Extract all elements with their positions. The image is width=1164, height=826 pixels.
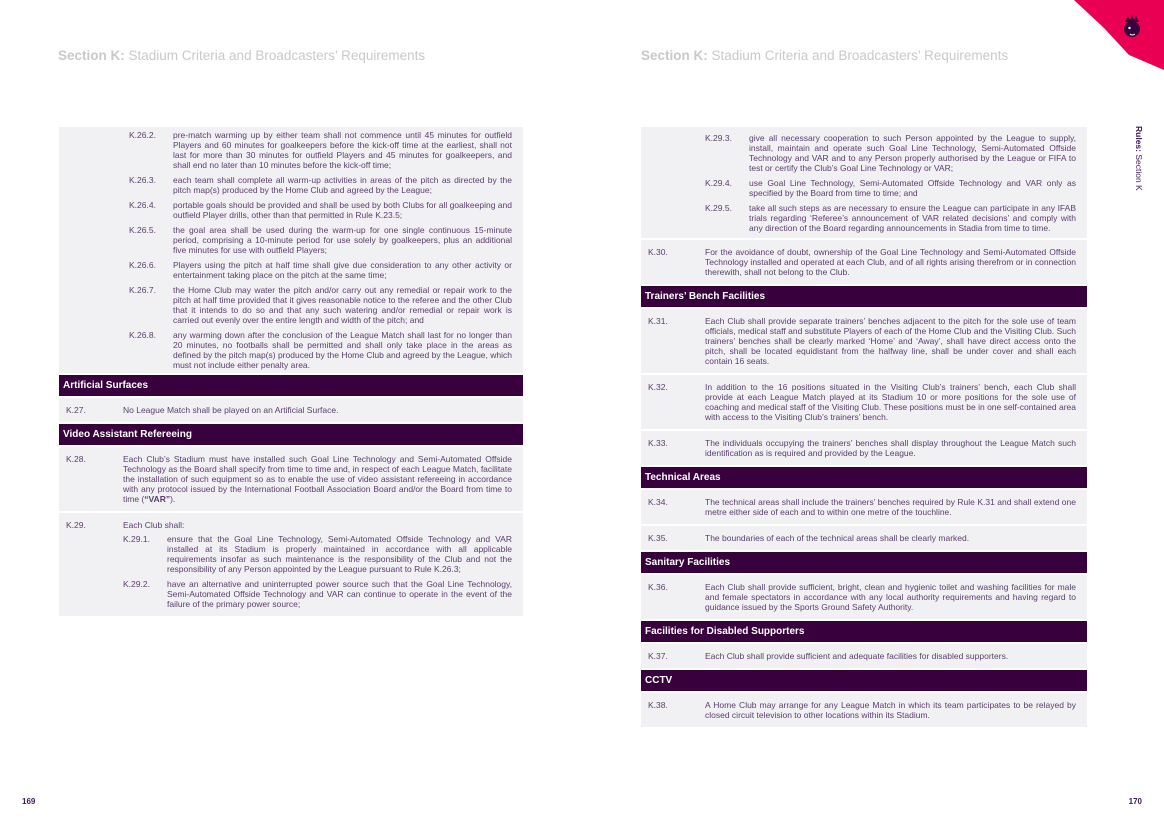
rule-block bbox=[59, 127, 523, 375]
corner-accent bbox=[1074, 0, 1164, 70]
section-heading-technical-areas: Technical Areas bbox=[641, 467, 1087, 490]
page-number: 170 bbox=[1128, 797, 1142, 806]
sub-rule: K.29.1. ensure that the Goal Line Technology, Semi-Automated Offside Technology and VAR installed at its Stadium is properly maintained in accordance with all applicable requirements insofar as such maintenance is the responsibility of the Club and not the responsibility of any Person appointed by the League pursuant to Rule K.26.3; bbox=[123, 534, 512, 574]
corner-shape bbox=[1074, 0, 1164, 70]
section-prefix: Section K: bbox=[641, 48, 708, 63]
sub-rule: K.26.3. each team shall complete all warm-up activities in areas of the pitch as directed by the pitch map(s) produced by the Home Club and agreed by the League; bbox=[129, 175, 512, 195]
section-heading-disabled-supporters: Facilities for Disabled Supporters bbox=[641, 621, 1087, 644]
section-header bbox=[641, 48, 1008, 63]
section-prefix: Section K: bbox=[58, 48, 125, 63]
section-title: Stadium Criteria and Broadcasters’ Requirements bbox=[124, 48, 426, 63]
rule-k35: K.35. The boundaries of each of the technical areas shall be clearly marked. bbox=[641, 526, 1087, 552]
sub-rule: K.29.2. have an alternative and uninterrupted power source such that the Goal Line Technology, Semi-Automated Offside Technology and VAR can continue to operate in the event of the failure of the primary power source; bbox=[123, 579, 512, 609]
sub-rule: K.29.3. give all necessary cooperation to such Person appointed by the League to supply, install, maintain and operate such Goal Line Technology, Semi-Automated Offside Technology and VAR and to any Person properly authorised by the League or FIFA to test or certify the Club’s Goal Line Technology or VAR; bbox=[705, 133, 1076, 173]
rule-block bbox=[641, 127, 1087, 240]
sub-rule: K.26.2. pre-match warming up by either team shall not commence until 45 minutes for outfield Players and 60 minutes for goalkeepers before the kick-off time at the earliest, shall not last for more than 30 minutes for outfield Players and 45 minutes for goalkeepers, and shall end no later than 10 minutes before the kick-off time; bbox=[129, 130, 512, 170]
section-heading-sanitary: Sanitary Facilities bbox=[641, 552, 1087, 575]
rule-k36: K.36. Each Club shall provide sufficient, bright, clean and hygienic toilet and washing facilities for male and female spectators in accordance with any local authority requirements and having regard to guidance issued by the Sports Ground Safety Authority. bbox=[641, 575, 1087, 621]
section-heading-var: Video Assistant Refereeing bbox=[59, 424, 523, 447]
rule-k31: K.31. Each Club shall provide separate trainers’ benches adjacent to the pitch for the sole use of team officials, medical staff and substitute Players of each of the Home Club and the Visiting Club. Such trainers’ benches shall be clearly marked ‘Home’ and ‘Away’, shall have direct access onto the pitch, shall be located equidistant from the halfway line, shall be under cover and shall each contain 16 seats. bbox=[641, 309, 1087, 375]
section-header bbox=[58, 48, 425, 63]
section-heading-artificial-surfaces: Artificial Surfaces bbox=[59, 375, 523, 398]
rule-k34: K.34. The technical areas shall include the trainers’ benches required by Rule K.31 and shall extend one metre either side of each and to within one metre of the touchline. bbox=[641, 490, 1087, 526]
sub-rule: K.26.5. the goal area shall be used during the warm-up for one single continuous 15-minute period, comprising a 10-minute period for use solely by goalkeepers, plus an additional five minutes for use with outfield Players; bbox=[129, 225, 512, 255]
rule-k37: K.37. Each Club shall provide sufficient and adequate facilities for disabled supporters. bbox=[641, 644, 1087, 670]
sub-rule: K.29.4. use Goal Line Technology, Semi-Automated Offside Technology and VAR only as specified by the Board from time to time; and bbox=[705, 178, 1076, 198]
sub-rule: K.26.4. portable goals should be provided and shall be used by both Clubs for all goalkeeping and outfield Player drills, other than that permitted in Rule K.23.5; bbox=[129, 200, 512, 220]
page-number: 169 bbox=[22, 797, 36, 806]
rule-k32: K.32. In addition to the 16 positions situated in the Visiting Club’s trainers’ bench, each Club shall provide at each League Match played at its Stadium 10 or more positions for the sole use of coaching and medical staff of the Visiting Club. These positions must be in one self-contained area with access to the Visiting Club’s trainers’ bench. bbox=[641, 375, 1087, 431]
rules-column bbox=[641, 127, 1087, 729]
rule-k30: K.30. For the avoidance of doubt, ownership of the Goal Line Technology and Semi-Automated Offside Technology installed and operated at each Club, and of all rights arising therefrom or in connection therewith, shall not belong to the Club. bbox=[641, 240, 1087, 286]
section-heading-trainers-bench: Trainers’ Bench Facilities bbox=[641, 286, 1087, 309]
sub-rule: K.26.7. the Home Club may water the pitch and/or carry out any remedial or repair work to the pitch at half time provided that it gives reasonable notice to the referee and the other Club that it intends to do so and that any such watering and/or remedial or repair work is carried out evenly over the entire length and width of the pitch; and bbox=[129, 285, 512, 325]
section-heading-cctv: CCTV bbox=[641, 670, 1087, 693]
sub-rule: K.26.6. Players using the pitch at half time shall give due consideration to any other activity or entertainment taking place on the pitch at the same time; bbox=[129, 260, 512, 280]
rule-k38: K.38. A Home Club may arrange for any League Match in which its team participates to be relayed by closed circuit television to other locations within its Stadium. bbox=[641, 693, 1087, 729]
rules-column bbox=[59, 127, 523, 618]
rule-k33: K.33. The individuals occupying the trainers’ benches shall display throughout the League Match such identification as is required and provided by the League. bbox=[641, 431, 1087, 467]
right-page bbox=[582, 0, 1164, 826]
sub-rule: K.29.5. take all such steps as are necessary to ensure the League can participate in any IFAB trials regarding ‘Referee’s announcement of VAR related decisions’ and comply with any direction of the Board regarding announcements in Stadia from time to time. bbox=[705, 203, 1076, 233]
rule-k27: K.27. No League Match shall be played on an Artificial Surface. bbox=[59, 398, 523, 424]
rule-k28: K.28. Each Club’s Stadium must have installed such Goal Line Technology and Semi-Automated Offside Technology as the Board shall specify from time to time and, in respect of each League Match, facilitate the installation of such equipment so as to enable the use of video assistant refereeing in accordance with any protocol issued by the International Football Association Board and/or the Board from time to time (“VAR”). bbox=[59, 447, 523, 513]
section-title: Stadium Criteria and Broadcasters’ Requirements bbox=[707, 48, 1009, 63]
rule-k29: K.29. Each Club shall: K.29.1. ensure that the Goal Line Technology, Semi-Automated Offside Technology and VAR installed at its Stadium is properly maintained in accordance with all applicable requirements insofar as such maintenance is the responsibility of the Club and not the responsibility of any Person appointed by the League pursuant to Rule K.26.3; K.29.2. have an alternative and uninterrupted power source such that the Goal Line Technology, Semi-Automated Offside Technology and VAR can continue to operate in the event of the failure of the primary power source; bbox=[59, 513, 523, 618]
side-section-label: Rules: Section K bbox=[1134, 126, 1144, 191]
sub-rule: K.26.8. any warming down after the conclusion of the League Match shall last for no longer than 20 minutes, no footballs shall be permitted and shall only take place in the areas as defined by the pitch map(s) produced by the Home Club and agreed by the League, which must not include either penalty area. bbox=[129, 330, 512, 370]
